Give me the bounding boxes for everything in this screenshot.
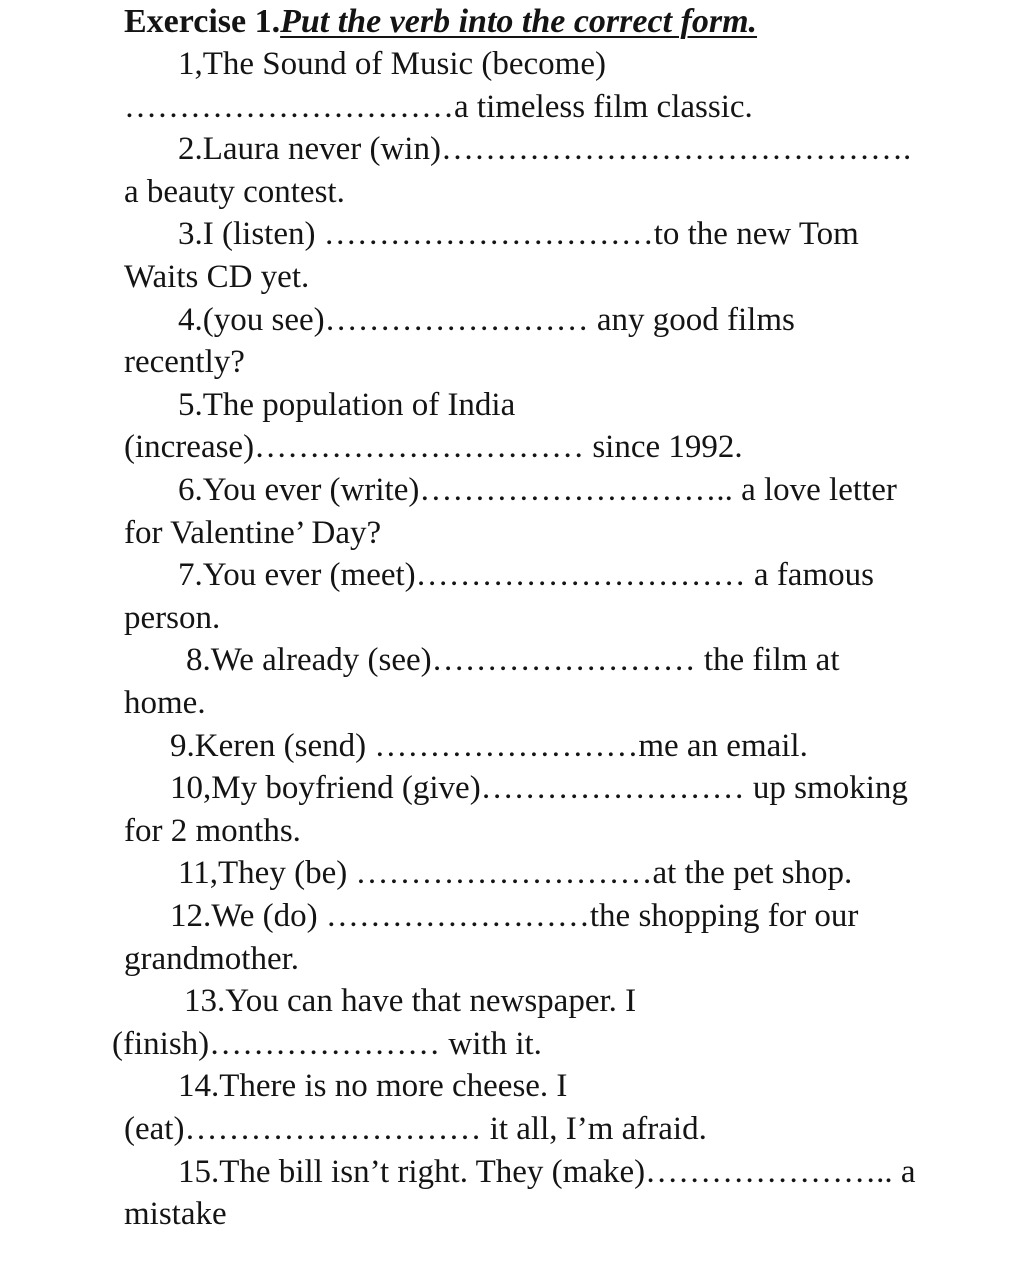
item-10-line-1: 10,My boyfriend (give)…………………… up smoking [170,770,908,806]
item-15-line-1: 15.The bill isn’t right. They (make)………………….. a [178,1154,916,1190]
item-6-line-2: for Valentine’ Day? [124,515,382,551]
item-1-line-2: …………………………a timeless film classic. [124,89,753,125]
item-8-line-1: 8.We already (see)…………………… the film at [186,642,840,678]
item-7-line-2: person. [124,600,221,636]
item-4-line-2: recently? [124,344,245,380]
item-13-line-2: (finish)………………… with it. [112,1026,542,1062]
exercise-heading [124,2,757,42]
item-8-line-2: home. [124,685,206,721]
item-5-line-2: (increase)………………………… since 1992. [124,429,743,465]
item-10-line-2: for 2 months. [124,813,301,849]
item-5-line-1: 5.The population of India [178,387,516,423]
item-12-line-1: 12.We (do) ……………………the shopping for our [170,898,859,934]
item-1-line-1: 1,The Sound of Music (become) [178,46,606,82]
item-3-line-2: Waits CD yet. [124,259,310,295]
exercise-instruction: Put the verb into the correct form. [280,3,758,40]
item-12-line-2: grandmother. [124,941,300,977]
exercise-label: Exercise 1. [124,3,281,40]
item-11-line-1: 11,They (be) ………………………at the pet shop. [178,855,853,891]
item-13-line-1: 13.You can have that newspaper. I [184,983,637,1019]
item-9-line-1: 9.Keren (send) ……………………me an email. [170,728,808,764]
item-4-line-1: 4.(you see)…………………… any good films [178,302,795,338]
item-3-line-1: 3.I (listen) …………………………to the new Tom [178,216,859,252]
item-6-line-1: 6.You ever (write)……………………….. a love letter [178,472,897,508]
item-2-line-2: a beauty contest. [124,174,345,210]
item-14-line-2: (eat)……………………… it all, I’m afraid. [124,1111,707,1147]
item-14-line-1: 14.There is no more cheese. I [178,1068,568,1104]
item-7-line-1: 7.You ever (meet)………………………… a famous [178,557,874,593]
item-2-line-1: 2.Laura never (win)……………………………………. [178,131,912,167]
item-15-line-2: mistake [124,1196,227,1232]
